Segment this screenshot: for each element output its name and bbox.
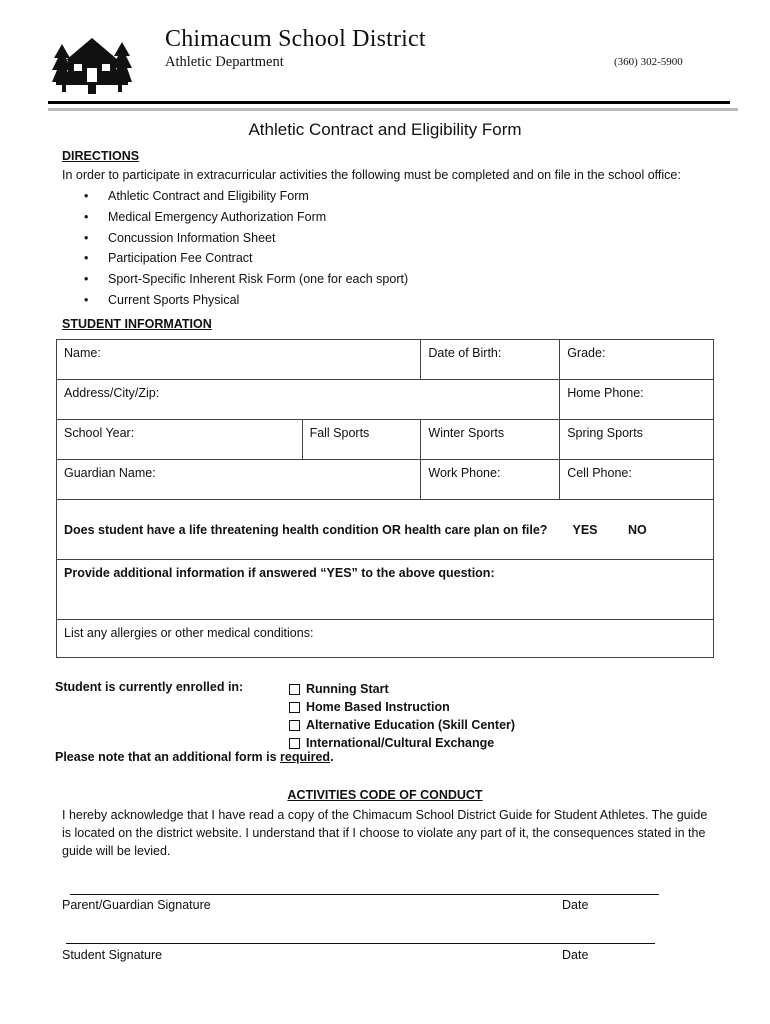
allergies-field[interactable]: List any allergies or other medical conditions: (57, 620, 714, 658)
no-option[interactable]: NO (627, 522, 647, 537)
list-item: • Participation Fee Contract (84, 251, 253, 266)
student-info-heading: STUDENT INFORMATION (62, 317, 212, 331)
address-field[interactable]: Address/City/Zip: (57, 380, 560, 420)
district-name: Chimacum School District (165, 26, 426, 52)
school-building-trees-logo (52, 36, 132, 94)
dob-field[interactable]: Date of Birth: (421, 340, 560, 380)
enrollment-label: Student is currently enrolled in: (55, 680, 244, 694)
grade-field[interactable]: Grade: (560, 340, 714, 380)
alternative-education-option[interactable]: Alternative Education (Skill Center) (288, 716, 515, 734)
list-item: • Current Sports Physical (84, 292, 240, 307)
phone-number: (360) 302-5900 (614, 56, 683, 68)
school-year-field[interactable]: School Year: (57, 420, 303, 460)
required-forms-list (84, 189, 408, 314)
student-date-label: Date (562, 948, 589, 962)
guardian-name-field[interactable]: Guardian Name: (57, 460, 421, 500)
conduct-heading: ACTIVITIES CODE OF CONDUCT (287, 788, 483, 802)
work-phone-field[interactable]: Work Phone: (421, 460, 560, 500)
parent-signature-line[interactable] (70, 894, 659, 895)
additional-form-note: Please note that an additional form is required. (55, 750, 334, 764)
directions-text: In order to participate in extracurricular activities the following must be completed and on file in the school office: (62, 168, 681, 182)
spring-sports-field[interactable]: Spring Sports (560, 420, 714, 460)
checkbox[interactable] (289, 702, 300, 713)
header-rule (48, 101, 730, 104)
header-rule-shadow (48, 108, 738, 111)
list-item: • Sport-Specific Inherent Risk Form (one for each sport) (84, 272, 409, 287)
health-question-row (57, 500, 714, 560)
health-question: Does student have a life threatening health condition OR health care plan on file? (64, 522, 548, 537)
checkbox[interactable] (289, 720, 300, 731)
winter-sports-field[interactable]: Winter Sports (421, 420, 560, 460)
list-item: • Concussion Information Sheet (84, 230, 276, 245)
additional-info-field[interactable]: Provide additional information if answered “YES” to the above question: (57, 560, 714, 620)
department-name: Athletic Department (165, 54, 284, 70)
name-field[interactable]: Name: (57, 340, 421, 380)
parent-signature-label: Parent/Guardian Signature (62, 898, 211, 912)
student-signature-line[interactable] (66, 943, 655, 944)
home-phone-field[interactable]: Home Phone: (560, 380, 714, 420)
fall-sports-field[interactable]: Fall Sports (302, 420, 421, 460)
list-item: • Medical Emergency Authorization Form (84, 209, 327, 224)
cell-phone-field[interactable]: Cell Phone: (560, 460, 714, 500)
form-title: Athletic Contract and Eligibility Form (248, 120, 522, 139)
enrollment-options (288, 680, 515, 752)
student-info-table (56, 339, 714, 658)
directions-heading: DIRECTIONS (62, 149, 140, 163)
checkbox[interactable] (289, 738, 300, 749)
international-exchange-option[interactable]: International/Cultural Exchange (288, 734, 515, 752)
running-start-option[interactable]: Running Start (288, 680, 515, 698)
list-item: • Athletic Contract and Eligibility Form (84, 189, 309, 203)
yes-option[interactable]: YES (572, 522, 598, 537)
parent-date-label: Date (562, 898, 589, 912)
conduct-text: I hereby acknowledge that I have read a copy of the Chimacum School District Guide for Student Athletes. The guide is located on the district website. I understand that if I choose to violate any part of it, the consequences stated in the guide will be levied. (62, 808, 708, 858)
checkbox[interactable] (289, 684, 300, 695)
home-based-option[interactable]: Home Based Instruction (288, 698, 515, 716)
student-signature-label: Student Signature (62, 948, 163, 962)
